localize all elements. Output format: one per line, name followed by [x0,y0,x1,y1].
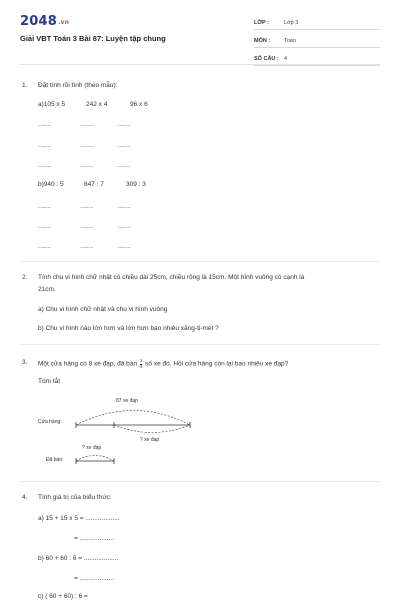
answer-dots: ........... [80,244,93,250]
diagram-sold-arc [76,456,114,462]
answer-dots: ........... [80,163,93,169]
expression-a2: 242 x 4 [86,101,108,108]
expression-b1: b)940 : 5 [38,181,64,188]
expression-b-step: = ................... [74,575,114,582]
answer-dots: ........... [80,143,93,149]
page-title: Giải VBT Toán 3 Bài 87: Luyện tập chung [20,34,166,43]
answer-dots: ........... [117,204,130,210]
logo-suffix: .vn [57,19,70,26]
expression-a-step: = ................... [74,535,114,542]
answer-dots: ........... [38,244,51,250]
expression-b: b) 60 + 60 : 6 = ................... [38,555,119,562]
expression-c: c) ( 60 + 60) : 6 = [38,593,88,600]
question-number: 3. [22,359,28,366]
answer-dots: ........... [38,204,51,210]
expression-a: a) 15 + 15 x 5 = ................... [38,515,120,522]
diagram-remain-arc [114,425,190,433]
question-text-cont: 21cm. [38,286,56,293]
question-text-part: số xe đó. Hỏi cửa hàng còn lại bao nhiêu xe đạp? [145,360,289,368]
meta-label: MÔN : [254,37,271,44]
diagram-top-label: 87 xe đạp [116,398,138,404]
question-text: Tính giá trị của biểu thức: [38,494,112,501]
answer-dots: ........... [80,224,93,230]
answer-dots: ........... [117,244,130,250]
fraction-denominator: 4 [139,363,143,369]
question-text: Tính chu vi hình chữ nhật có chiều dài 25cm, chiều rộng là 15cm. Một hình vuông có cạnh là [38,274,305,281]
answer-dots: ........... [117,143,130,149]
sub-question-a: a) Chu vi hình chữ nhật và chu vi hình vuông [38,306,168,313]
meta-value: Lớp 3 [284,19,299,26]
fraction-numerator: 1 [139,358,143,363]
diagram-remain-label: ? xe đạp [140,437,160,443]
section-divider [20,481,380,482]
expression-b3: 309 : 3 [126,181,146,188]
question-number: 1. [22,82,28,89]
question-number: 2. [22,274,28,281]
meta-label: LỚP : [254,19,269,26]
answer-dots: ........... [117,163,130,169]
diagram-store-label: Cửa hàng: [38,419,62,425]
question-text-part: Một cửa hàng có 8 xe đạp, đã bán [38,360,138,368]
expression-b2: 847 : 7 [84,181,104,188]
sub-question-b: b) Chu vi hình nào lớn hơn và lớn hơn bao nhiêu xăng-ti-mét ? [38,325,219,332]
answer-dots: ........... [80,122,93,128]
answer-dots: ........... [38,224,51,230]
answer-dots: ........... [38,163,51,169]
summary-label: Tóm tắt [38,378,61,385]
meta-value: 4 [284,55,288,62]
answer-dots: ........... [80,204,93,210]
meta-value: Toán [284,37,296,44]
meta-label: SỐ CÂU : [254,55,279,62]
answer-dots: ........... [117,122,130,128]
question-number: 4. [22,494,28,501]
diagram-sold-label: Đã bán: [46,457,64,463]
diagram-sold-question: ? xe đạp [82,445,102,451]
logo-text: 2048 [20,14,57,29]
answer-dots: ........... [38,143,51,149]
diagram-top-arc [76,411,190,426]
expression-a3: 96 x 6 [130,101,148,108]
expression-a1: a)105 x 5 [38,101,66,108]
answer-dots: ........... [117,224,130,230]
question-text: Đặt tính rồi tính (theo mẫu): [38,82,118,89]
answer-dots: ........... [38,122,51,128]
